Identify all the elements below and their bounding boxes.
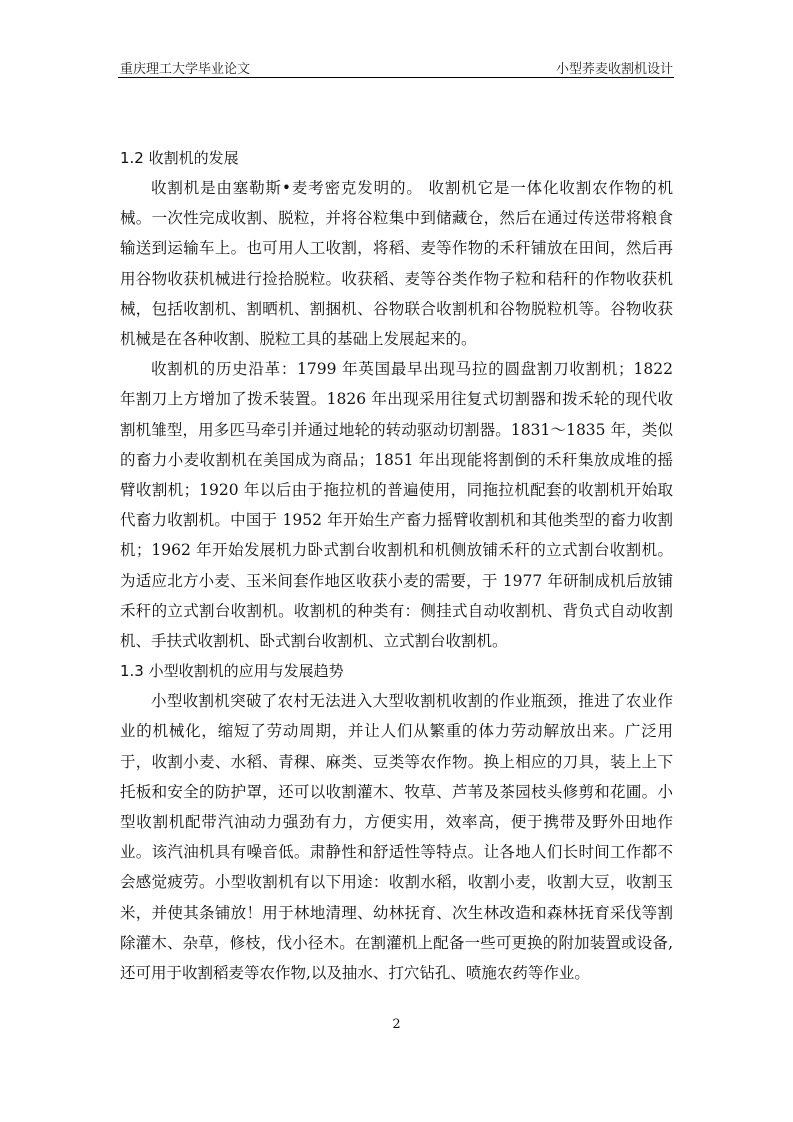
header-divider: [118, 77, 674, 78]
paragraph: 收割机是由塞勒斯•麦考密克发明的。 收割机它是一体化收割农作物的机械。一次性完成收割、脱粒，并将谷粒集中到储藏仓，然后在通过传送带将粮食输送到运输车上。也可用人工收割，将稻、麦等作物的禾秆铺放在田间，然后再用谷物收获机械进行捡拾脱粒。收获稻、麦等谷类作物子粒和秸秆的作物收获机械，包括收割机、割晒机、割捆机、谷物联合收割机和谷物脱粒机等。谷物收获机械是在各种收割、脱粒工具的基础上发展起来的。: [120, 179, 673, 349]
section-heading-1-2: 1.2 收割机的发展: [120, 149, 239, 167]
paragraph: 小型收割机突破了农村无法进入大型收割机收割的作业瓶颈，推进了农业作业的机械化，缩短了劳动周期，并让人们从繁重的体力劳动解放出来。广泛用于，收割小麦、水稻、青稞、麻类、豆类等农作物。换上相应的刀具，装上上下托板和安全的防护罩，还可以收割灌木、牧草、芦苇及茶园枝头修剪和花圃。小型收割机配带汽油动力强劲有力，方便实用，效率高，便于携带及野外田地作业。该汽油机具有噪音低。肃静性和舒适性等特点。让各地人们长时间工作都不会感觉疲劳。小型收割机有以下用途：收割水稻，收割小麦，收割大豆，收割玉米，并使其条铺放！用于林地清理、幼林抚育、次生林改造和森林抚育采伐等割除灌木、杂草，修枝，伐小径木。在割灌机上配备一些可更换的附加装置或设备,还可用于收割稻麦等农作物,以及抽水、打穴钻孔、喷施农药等作业。: [120, 692, 673, 983]
section-heading-1-3: 1.3 小型收割机的应用与发展趋势: [120, 662, 344, 681]
page-number: 2: [392, 1017, 401, 1032]
page-header: [120, 56, 673, 78]
paragraph: 收割机的历史沿革：1799 年英国最早出现马拉的圆盘割刀收割机；1822 年割刀上方增加了拨禾装置。1826 年出现采用往复式切割器和拨禾轮的现代收割机雏型，用多匹马牵引并通过地轮的转动驱动切割器。1831～1835 年，类似的畜力小麦收割机在美国成为商品；1851 年出现能将割倒的禾秆集放成堆的摇臂收割机；1920 年以后由于拖拉机的普遍使用，同拖拉机配套的收割机开始取代畜力收割机。中国于 1952 年开始生产畜力摇臂收割机和其他类型的畜力收割机；1962 年开始发展机力卧式割台收割机和机侧放铺禾秆的立式割台收割机。为适应北方小麦、玉米间套作地区收获小麦的需要，于 1977 年研制成机后放铺禾秆的立式割台收割机。收割机的种类有：侧挂式自动收割机、背负式自动收割机、手扶式收割机、卧式割台收割机、立式割台收割机。: [120, 360, 673, 651]
header-thesis-title: 重庆理工大学毕业论文: [120, 62, 251, 77]
document-body: [120, 143, 673, 988]
header-paper-title: 小型荞麦收割机设计: [555, 62, 673, 77]
